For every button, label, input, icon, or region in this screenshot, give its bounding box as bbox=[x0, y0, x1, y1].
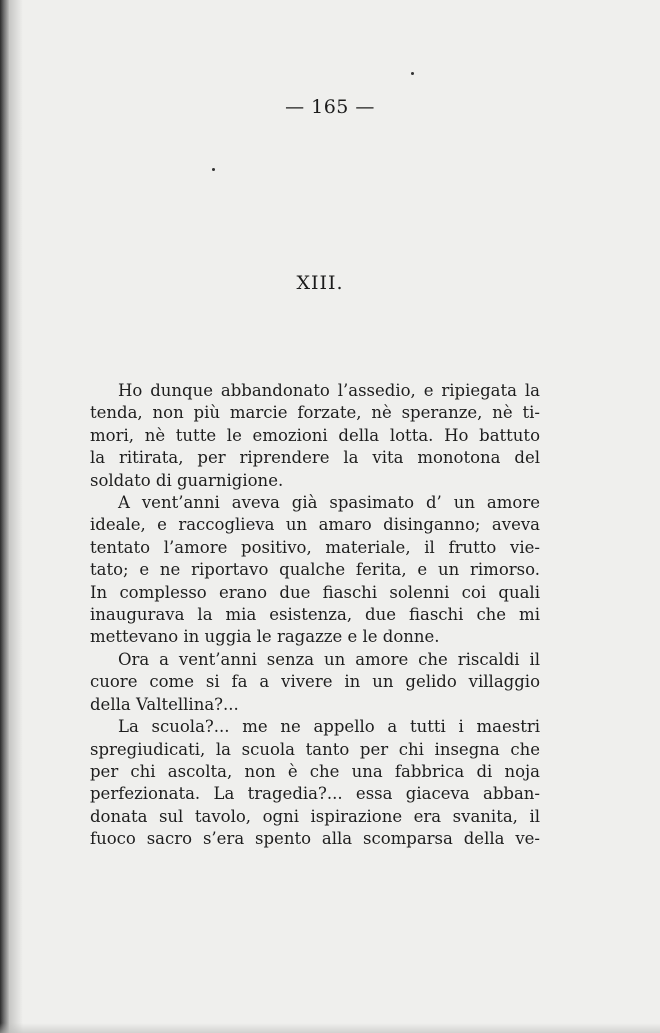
text-line: ideale, e raccoglieva un amaro disinganno; aveva bbox=[90, 515, 540, 535]
text-line: tentato l’amore positivo, materiale, il frutto vie- bbox=[90, 537, 540, 557]
book-spine bbox=[0, 0, 9, 1033]
text-line: mori, nè tutte le emozioni della lotta. Ho battuto bbox=[90, 425, 540, 445]
text-line: della Valtellina?... bbox=[90, 694, 239, 714]
text-line: mettevano in uggia le ragazze e le donne. bbox=[90, 627, 440, 647]
text-line: cuore come si fa a vivere in un gelido villaggio bbox=[90, 672, 540, 692]
text-line: la ritirata, per riprendere la vita monotona del bbox=[90, 448, 540, 468]
text-line: In complesso erano due fiaschi solenni coi quali bbox=[90, 582, 540, 602]
page-bottom-edge bbox=[0, 1023, 660, 1033]
chapter-title: XIII. bbox=[296, 272, 344, 294]
text-line: A vent’anni aveva già spasimato d’ un amore bbox=[118, 493, 540, 513]
text-line: tenda, non più marcie forzate, nè speranze, nè ti- bbox=[90, 403, 540, 423]
text-line: fuoco sacro s’era spento alla scomparsa della ve- bbox=[90, 829, 540, 849]
text-line: donata sul tavolo, ogni ispirazione era svanita, il bbox=[90, 806, 540, 826]
text-line: spregiudicati, la scuola tanto per chi insegna che bbox=[90, 739, 540, 759]
text-line: Ho dunque abbandonato l’assedio, e ripiegata la bbox=[118, 381, 540, 400]
text-line: La scuola?... me ne appello a tutti i maestri bbox=[118, 717, 540, 737]
ink-speck bbox=[212, 168, 215, 171]
text-line: perfezionata. La tragedia?... essa giaceva abban- bbox=[90, 784, 540, 804]
ink-speck bbox=[411, 72, 414, 75]
text-line: tato; e ne riportavo qualche ferita, e un rimorso. bbox=[90, 560, 540, 580]
text-line: per chi ascolta, non è che una fabbrica di noja bbox=[90, 761, 540, 781]
page-number: — 165 — bbox=[285, 96, 375, 118]
text-line: Ora a vent’anni senza un amore che riscaldi il bbox=[118, 649, 540, 669]
text-line: soldato di guarnigione. bbox=[90, 470, 284, 490]
body-text bbox=[90, 380, 540, 851]
spine-shadow bbox=[9, 0, 23, 1033]
text-line: inaugurava la mia esistenza, due fiaschi che mi bbox=[90, 605, 540, 625]
